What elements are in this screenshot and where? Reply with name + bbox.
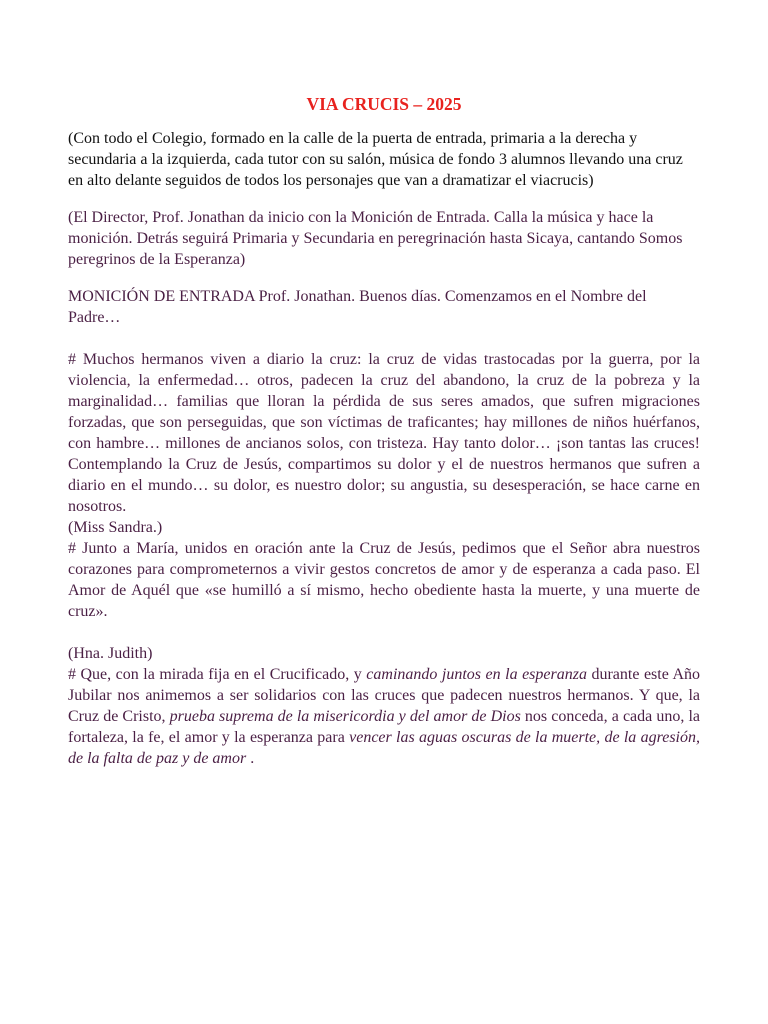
paragraph-3-text-a: # Que, con la mirada fija en el Crucificado, y — [68, 666, 367, 683]
document-page — [68, 92, 700, 769]
document-title: VIA CRUCIS – 2025 — [306, 94, 462, 114]
paragraph-3-text-e: nos conceda, a cada uno, la fortaleza, la fe, el amor y la esperanza para — [68, 708, 700, 746]
spacer — [68, 328, 700, 349]
intro-paragraph-1: (Con todo el Colegio, formado en la calle de la puerta de entrada, primaria a la derecha y secundaria a la izquierda, cada tutor con su salón, música de fondo 3 alumnos llevando una cruz en alto delante seguidos de todos los personajes que van a dramatizar el viacrucis) — [68, 130, 683, 189]
spacer — [68, 622, 700, 643]
paragraph-1-main: # Muchos hermanos viven a diario la cruz: la cruz de vidas trastocadas por la guerra, por la violencia, la enfermedad… otros, padecen la cruz del abandono, la cruz de la pobreza y la marginalidad… familias que lloran la pérdida de sus seres amados, que sufren migraciones forzadas, que son perseguidas, que son víctimas de traficantes; hay millones de niños huérfanos, con hambre… millones de ancianos solos, con tristeza. Hay tanto dolor… ¡son tantas las cruces! — [68, 351, 700, 452]
paragraph-1-continuation: Contemplando la Cruz de Jesús, compartimos su dolor y el de nuestros hermanos que sufren a diario en el mundo… su dolor, es nuestro dolor; su angustia, su desesperación, se hace carne en nosotros. — [68, 456, 700, 515]
paragraph-2: # Junto a María, unidos en oración ante la Cruz de Jesús, pedimos que el Señor abra nuestros corazones para comprometernos a vivir gestos concretos de amor y de esperanza a cada paso. El Amor de Aquél que «se humilló a sí mismo, hecho obediente hasta la muerte, y una muerte de cruz». — [68, 540, 700, 620]
paragraph-3-italic-d: prueba suprema de la misericordia y del amor de Dios — [169, 708, 521, 725]
paragraph-3-text-c: durante este Año Jubilar nos animemos a ser solidarios con las cruces que padecen nuestros hermanos. Y que, la Cruz de Cristo, — [68, 666, 700, 725]
spacer — [68, 270, 700, 286]
paragraph-3-italic-f: vencer las aguas oscuras de la muerte, de la agresión, de la falta de paz y de amor — [68, 729, 700, 767]
spacer — [68, 191, 700, 207]
intro-paragraph-2: (El Director, Prof. Jonathan da inicio con la Monición de Entrada. Calla la música y hace la monición. Detrás seguirá Primaria y Secundaria en peregrinación hasta Sicaya, cantando Somos peregrinos de la Esperanza) — [68, 209, 683, 268]
monicion-heading: MONICIÓN DE ENTRADA Prof. Jonathan. Buenos días. Comenzamos en el Nombre del Padre… — [68, 288, 647, 326]
paragraph-3-text-g: . — [246, 750, 255, 767]
speaker-miss-sandra: (Miss Sandra.) — [68, 519, 163, 536]
paragraph-3-italic-b: caminando juntos en la esperanza — [366, 666, 587, 683]
speaker-hna-judith: (Hna. Judith) — [68, 645, 153, 662]
paragraph-3 — [68, 664, 700, 769]
